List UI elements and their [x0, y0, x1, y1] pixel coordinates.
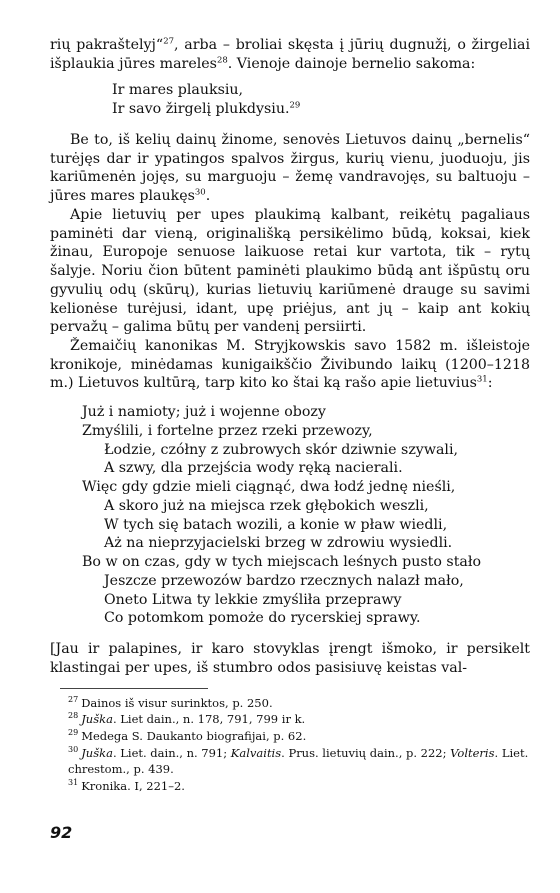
footnote — [50, 728, 530, 745]
footnote-number: 29 — [68, 728, 79, 738]
verse-line: Łodzie, czółny z zubrowych skór dziwnie szywali, — [104, 441, 459, 458]
paragraph-4 — [50, 337, 530, 393]
paragraph-text: , arba – broliai skęsta į jūrių dugnužį, o žirgeliai išplaukia jūres mareles — [50, 37, 530, 72]
verse-line: Oneto Litwa ty lekkie zmyśliła przeprawy — [104, 591, 402, 608]
verse-line: Jeszcze przewozów bardzo rzecznych nalazł mało, — [104, 572, 464, 589]
verse-line: Zmyślili, i fortelne przez rzeki przewozy, — [82, 422, 373, 439]
verse-line: W tych się batach wozili, a konie w pław wiedli, — [104, 516, 448, 533]
footnote-text: Kronika. I, 221–2. — [81, 778, 185, 793]
verse-line — [112, 100, 530, 119]
footnote-ref[interactable]: 31 — [476, 374, 488, 385]
footnote-author: Volteris — [450, 745, 495, 760]
footnote-number: 31 — [68, 778, 79, 788]
page-number: 92 — [50, 823, 73, 842]
verse-line: A skoro już na miejsca rzek głębokich weszli, — [104, 497, 429, 514]
footnote-text: Medega S. Daukanto biografijai, p. 62. — [81, 728, 307, 743]
footnote-author: Juška — [81, 745, 113, 760]
paragraph-text: . Vienoje dainoje bernelio sakoma: — [227, 55, 476, 72]
paragraph-1 — [50, 36, 530, 73]
footnote-number: 30 — [68, 744, 79, 754]
verse-line: Ir mares plauksiu, — [112, 82, 244, 99]
footnote-author: Kalvaitis — [230, 745, 282, 760]
paragraph-text: Žemaičių kanonikas M. Stryjkowskis savo 1582 m. išleistoje kronikoje, minėdamas kunigaikščio Živibundo laikų (1200–1218 m.) Lietuvos kultūrą, tarp kito ko štai ką rašo apie lietuvius — [50, 338, 530, 392]
paragraph-text: rių pakraštelyj“ — [50, 37, 164, 53]
verse-line: Co potomkom pomoże do rycerskiej sprawy. — [104, 610, 421, 627]
verse-quote-polish — [82, 403, 530, 628]
footnote-number: 28 — [68, 711, 79, 721]
verse-line: Już i namioty; już i wojenne obozy — [82, 404, 326, 421]
verse-quote-1 — [112, 81, 530, 118]
verse-line: A szwy, dla przejścia wody ręką nacierali. — [104, 460, 403, 477]
footnote-ref[interactable]: 30 — [194, 187, 206, 198]
paragraph-text: : — [487, 375, 493, 392]
verse-line-text: Ir savo žirgelį plukdysiu. — [112, 101, 290, 118]
verse-line: Więc gdy gdzie mieli ciągnąć, dwa łodź jednę nieśli, — [82, 479, 456, 496]
paragraph-text: . — [205, 188, 211, 205]
footnote-ref[interactable]: 29 — [289, 100, 301, 111]
paragraph-5: [Jau ir palapines, ir karo stovyklas įrengt išmoko, ir persikelt klastingai per upes, iš stumbro odos pasisiuvę keistas val- — [50, 641, 530, 676]
footnote — [50, 778, 530, 795]
footnote-text: . Liet. chrestom., p. 439. — [68, 745, 529, 777]
footnote-number: 27 — [68, 694, 79, 704]
footnote-text: . Liet. dain., n. 791; — [112, 745, 231, 760]
paragraph-2 — [50, 131, 530, 206]
footnote-text: . Prus. lietuvių dain., p. 222; — [281, 745, 451, 760]
footnote-ref[interactable]: 28 — [216, 55, 228, 65]
footnote-author: Juška — [81, 712, 113, 727]
verse-line: Aż na nieprzyjacielski brzeg w zdrowiu wysiedli. — [104, 535, 453, 552]
footnote — [50, 711, 530, 728]
footnotes — [50, 695, 530, 795]
footnote-text: . Liet dain., n. 178, 791, 799 ir k. — [112, 712, 306, 727]
paragraph-text: Be to, iš kelių dainų žinome, senovės Lietuvos dainų „bernelis“ turėjęs dar ir ypatingos spalvos žirgus, kurių vienu, juoduoju, jis kariūmenėn jojęs, su marguoju – žemę vandravojęs, su baltuoju – jūres mares plaukęs — [50, 131, 530, 205]
verse-line: Bo w on czas, gdy w tych miejscach leśnych pusto stało — [82, 554, 482, 571]
footnote — [50, 695, 530, 712]
footnote-ref[interactable]: 27 — [163, 36, 175, 47]
paragraph-3: Apie lietuvių per upes plaukimą kalbant, reikėtų pagaliaus paminėti dar vieną, originališką persikėlimo būdą, koksai, kiek žinau, Europoje senuose laikuose retai kur vartota, tik – rytų šalyje. Noriu čion būtent paminėti plaukimo būdą ant išpūstų oru gyvulių odų (skūrų), kurias lietuvių kariūmenė drauge su savimi kelionėse turėjusi, idant, upę priėjus, ant jų – kaip ant kokių pervažų – galima būtų per vandenį persiirti. — [50, 206, 530, 336]
footnote — [50, 745, 530, 778]
footnote-divider — [60, 688, 208, 689]
footnote-text: Dainos iš visur surinktos, p. 250. — [81, 695, 273, 710]
